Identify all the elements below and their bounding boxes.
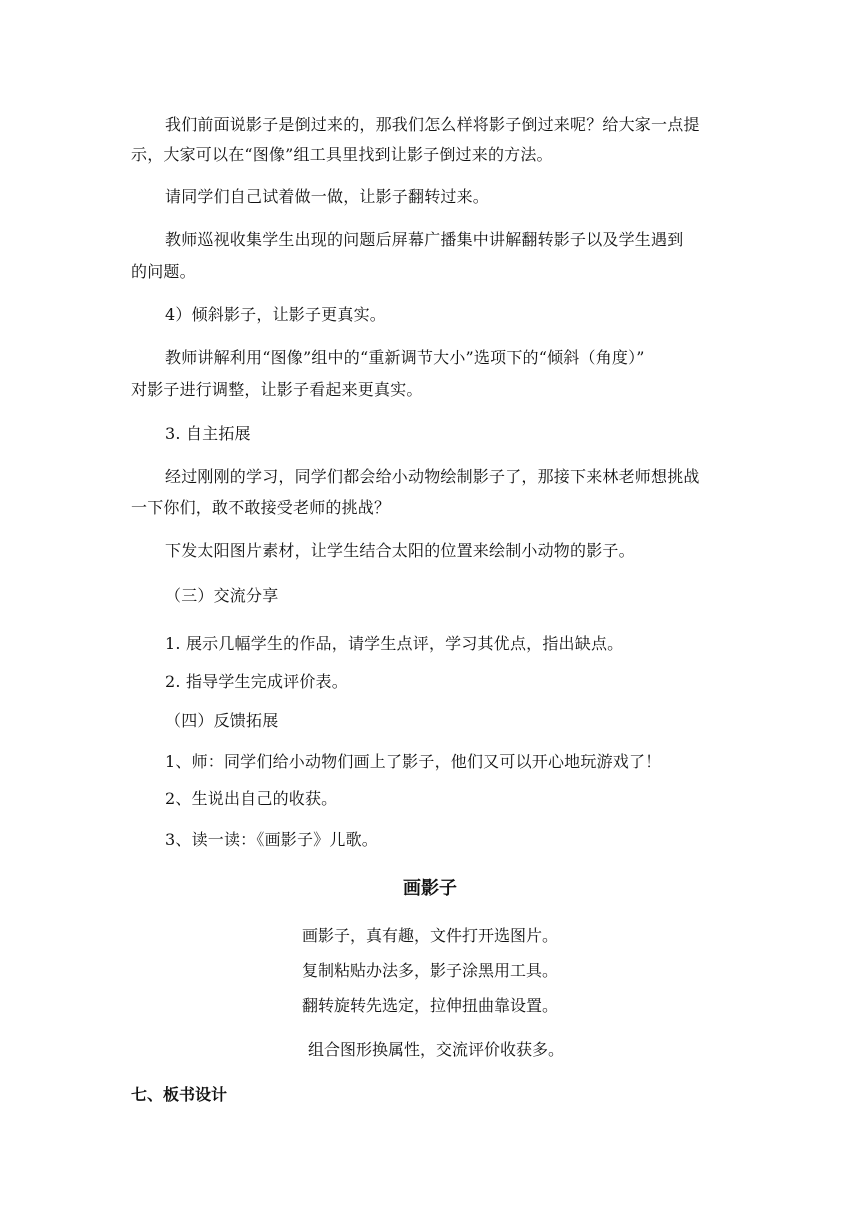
paragraph-line: 下发太阳图片素材，让学生结合太阳的位置来绘制小动物的影子。	[165, 541, 635, 560]
paragraph-line: 教师讲解利用“图像”组中的“重新调节大小”选项下的“倾斜（角度）”	[165, 348, 645, 367]
list-item: 1、师：同学们给小动物们画上了影子，他们又可以开心地玩游戏了！	[165, 752, 662, 771]
paragraph-line: 我们前面说影子是倒过来的，那我们怎么样将影子倒过来呢？给大家一点提	[165, 115, 700, 134]
paragraph-line: 请同学们自己试着做一做，让影子翻转过来。	[165, 187, 490, 206]
paragraph-line: 4）倾斜影子，让影子更真实。	[165, 305, 386, 324]
list-item: 3、读一读：《画影子》儿歌。	[165, 830, 378, 849]
list-item: 1. 展示几幅学生的作品，请学生点评，学习其优点，指出缺点。	[165, 634, 624, 653]
poem-line: 翻转旋转先选定，拉伸扭曲靠设置。	[301, 996, 558, 1015]
poem-title: 画影子	[403, 878, 457, 899]
paragraph-line: 一下你们，敢不敢接受老师的挑战？	[131, 498, 391, 517]
paragraph-line: 教师巡视收集学生出现的问题后屏幕广播集中讲解翻转影子以及学生遇到	[165, 230, 684, 249]
list-item: 2、生说出自己的收获。	[165, 789, 338, 808]
section-heading: 七、板书设计	[131, 1085, 228, 1104]
paragraph-line: 对影子进行调整，让影子看起来更真实。	[131, 380, 423, 399]
section-subheading: （四）反馈拓展	[165, 711, 279, 730]
poem-line: 画影子，真有趣，文件打开选图片。	[301, 926, 558, 945]
poem-line: 复制粘贴办法多，影子涂黑用工具。	[301, 961, 558, 980]
paragraph-line: 经过刚刚的学习，同学们都会给小动物绘制影子了，那接下来林老师想挑战	[165, 467, 700, 486]
section-subheading: （三）交流分享	[165, 586, 279, 605]
section-subheading: 3. 自主拓展	[165, 424, 251, 443]
poem-line: 组合图形换属性，交流评价收获多。	[307, 1040, 564, 1059]
paragraph-line: 示，大家可以在“图像”组工具里找到让影子倒过来的方法。	[131, 145, 553, 164]
list-item: 2. 指导学生完成评价表。	[165, 672, 348, 691]
paragraph-line: 的问题。	[131, 262, 196, 281]
